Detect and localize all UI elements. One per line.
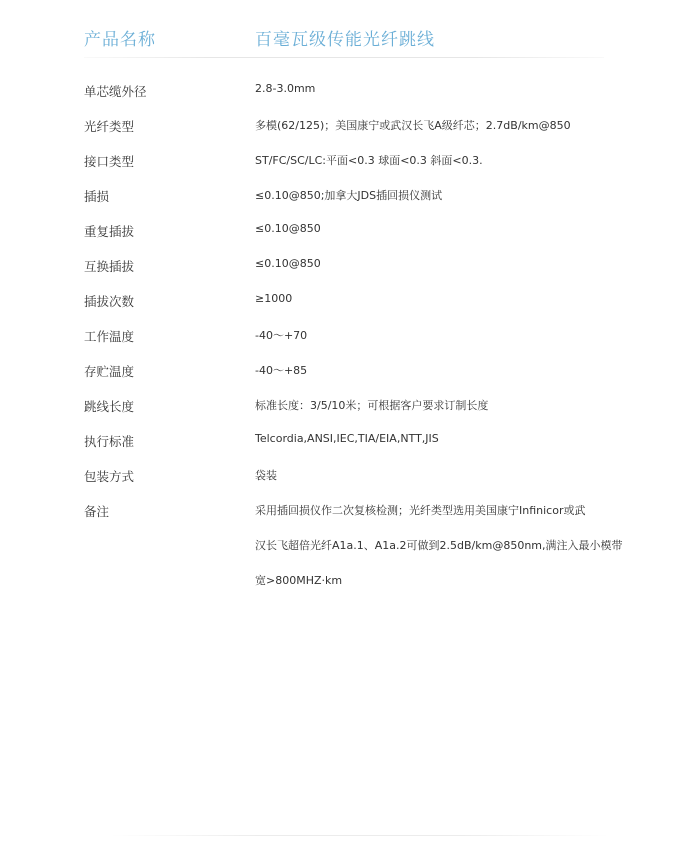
spec-value: ≤0.10@850: [255, 222, 321, 235]
spec-label: 光纤类型: [84, 119, 135, 134]
product-name: 百毫瓦级传能光纤跳线: [255, 30, 435, 50]
footer-divider: [110, 835, 610, 836]
spec-label: 存贮温度: [84, 364, 135, 379]
spec-value: ≤0.10@850;加拿大JDS插回损仪测试: [255, 189, 443, 202]
spec-row-standards: [0, 423, 698, 458]
page-header: [0, 0, 698, 58]
spec-row-mating-cycles: [0, 283, 698, 318]
spec-label: 工作温度: [84, 329, 135, 344]
header-divider: [84, 57, 604, 58]
product-name-label: 产品名称: [84, 30, 156, 50]
spec-table: [0, 73, 698, 598]
spec-row-connector-type: [0, 143, 698, 178]
spec-row-packaging: [0, 458, 698, 493]
spec-value: 2.8-3.0mm: [255, 82, 316, 95]
spec-row-patch-length: [0, 388, 698, 423]
spec-value: 标准长度：3/5/10米；可根据客户要求订制长度: [255, 399, 489, 412]
spec-label: 包装方式: [84, 469, 135, 484]
spec-row-repeatability: [0, 213, 698, 248]
spec-value: ≤0.10@850: [255, 257, 321, 270]
spec-label: 插拔次数: [84, 294, 135, 309]
remarks-line: 宽>800MHZ·km: [255, 574, 343, 587]
spec-value: 多模(62/125)；美国康宁或武汉长飞A级纤芯；2.7dB/km@850: [255, 119, 571, 132]
spec-value: 袋装: [255, 469, 277, 482]
spec-value: -40～+70: [255, 329, 308, 342]
spec-row-fiber-type: [0, 108, 698, 143]
spec-label: 插损: [84, 189, 110, 204]
spec-row-cable-diameter: [0, 73, 698, 108]
remarks-line: 采用插回损仪作二次复核检测；光纤类型选用美国康宁Infinicor或武: [255, 504, 586, 517]
spec-value: ≥1000: [255, 292, 293, 305]
spec-value: Telcordia,ANSI,IEC,TIA/EIA,NTT,JIS: [255, 432, 439, 445]
remarks-value: [255, 493, 635, 598]
spec-row-storage-temp: [0, 353, 698, 388]
spec-label: 重复插拔: [84, 224, 135, 239]
remarks-line: 汉长飞超倍光纤A1a.1、A1a.2可做到2.5dB/km@850nm,满注入最小模带: [255, 539, 623, 552]
spec-value: -40～+85: [255, 364, 308, 377]
spec-row-remarks: [0, 493, 698, 598]
remarks-label: 备注: [84, 504, 110, 519]
spec-label: 执行标准: [84, 434, 135, 449]
spec-row-insertion-loss: [0, 178, 698, 213]
spec-label: 接口类型: [84, 154, 135, 169]
spec-row-operating-temp: [0, 318, 698, 353]
spec-label: 跳线长度: [84, 399, 135, 414]
spec-value: ST/FC/SC/LC:平面<0.3 球面<0.3 斜面<0.3.: [255, 154, 483, 167]
spec-label: 单芯缆外径: [84, 84, 147, 99]
spec-row-interchangeability: [0, 248, 698, 283]
spec-label: 互换插拔: [84, 259, 135, 274]
